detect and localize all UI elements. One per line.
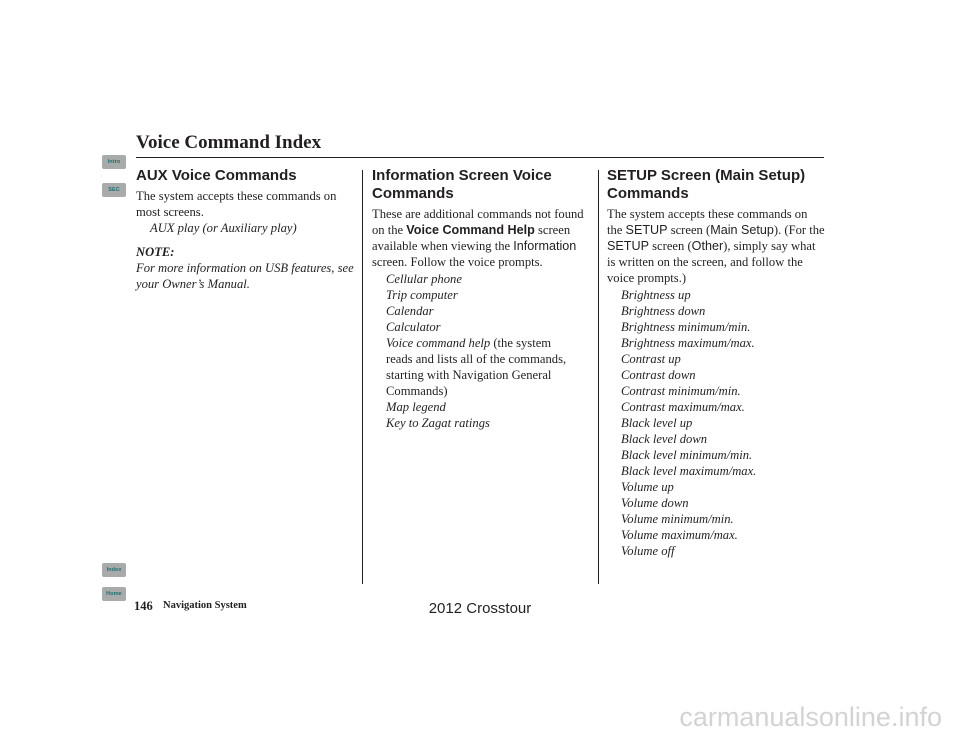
watermark: carmanualsonline.info [679,702,942,732]
page-title: Voice Command Index [136,132,322,153]
setup-intro-t8: Other [691,239,724,253]
info-intro [372,206,590,270]
setup-item: Black level minimum/min. [621,448,753,462]
note-label: NOTE: [136,245,175,259]
setup-item: Contrast down [621,368,696,382]
car-model-label: 2012 Crosstour [428,600,532,617]
column-divider-1 [362,170,363,584]
info-intro-text-a: These are additional commands not found on the [372,207,584,237]
setup-intro-t6: SETUP [607,239,649,253]
column-divider-2 [598,170,599,584]
setup-intro-t1: The system accepts these commands on the [607,207,808,237]
page-number: 146 [134,599,153,613]
tab-home[interactable]: Home [102,587,126,601]
setup-item: Contrast minimum/min. [621,384,741,398]
setup-item: Brightness maximum/max. [621,336,755,350]
setup-intro-t7: screen ( [649,239,692,253]
setup-heading: SETUP Screen (Main Setup) Commands [607,167,806,202]
info-intro-text-c: screen available when viewing the [372,223,571,253]
info-item: Cellular phone [386,272,462,286]
info-heading: Information Screen Voice Commands [372,167,552,202]
setup-item: Volume maximum/max. [621,528,738,542]
setup-item: Brightness down [621,304,706,318]
aux-intro: The system accepts these commands on most screens. [136,189,337,219]
setup-item: Contrast up [621,352,681,366]
aux-command: AUX play (or Auxiliary play) [150,221,297,235]
setup-item: Black level up [621,416,693,430]
vch-note: (the system reads and lists all of the commands, starting with Navigation General Commands) [386,336,567,398]
setup-item: Black level down [621,432,708,446]
info-item: Trip computer [386,288,458,302]
tab-index[interactable]: Index [102,563,126,577]
setup-item: Volume up [621,480,674,494]
info-intro-vch: Voice Command Help [406,223,535,237]
info-item: Map legend [386,400,446,414]
setup-item: Volume minimum/min. [621,512,734,526]
footer-label: Navigation System [163,600,247,611]
tab-intro[interactable]: Intro [102,155,126,169]
setup-intro-t3: screen ( [667,223,711,237]
info-commands-section [372,167,590,431]
info-item: Calculator [386,320,441,334]
setup-item: Contrast maximum/max. [621,400,745,414]
aux-heading: AUX Voice Commands [136,167,297,184]
title-rule [136,157,824,158]
info-intro-text-e: screen. Follow the voice prompts. [372,255,543,269]
setup-intro-t9: ), simply say what is written on the screen, and follow the voice prompts.) [607,239,816,285]
setup-item: Volume off [621,544,675,558]
setup-item: Brightness up [621,288,691,302]
setup-item: Brightness minimum/min. [621,320,751,334]
setup-commands-section [607,167,825,559]
setup-item: Black level maximum/max. [621,464,757,478]
setup-intro [607,206,825,286]
info-intro-information: Information [513,239,577,253]
setup-intro-t5: ). (For the [773,223,825,237]
setup-intro-t4: Main Setup [710,223,774,237]
setup-intro-t2: SETUP [625,223,668,237]
info-item-vch [372,335,590,399]
vch-label: Voice command help [386,336,491,350]
tab-sec[interactable]: SEC [102,183,126,197]
setup-item: Volume down [621,496,689,510]
info-item: Key to Zagat ratings [386,416,490,430]
aux-commands-section [136,167,354,292]
note-text: For more information on USB features, see your Owner’s Manual. [136,261,354,291]
info-item: Calendar [386,304,434,318]
